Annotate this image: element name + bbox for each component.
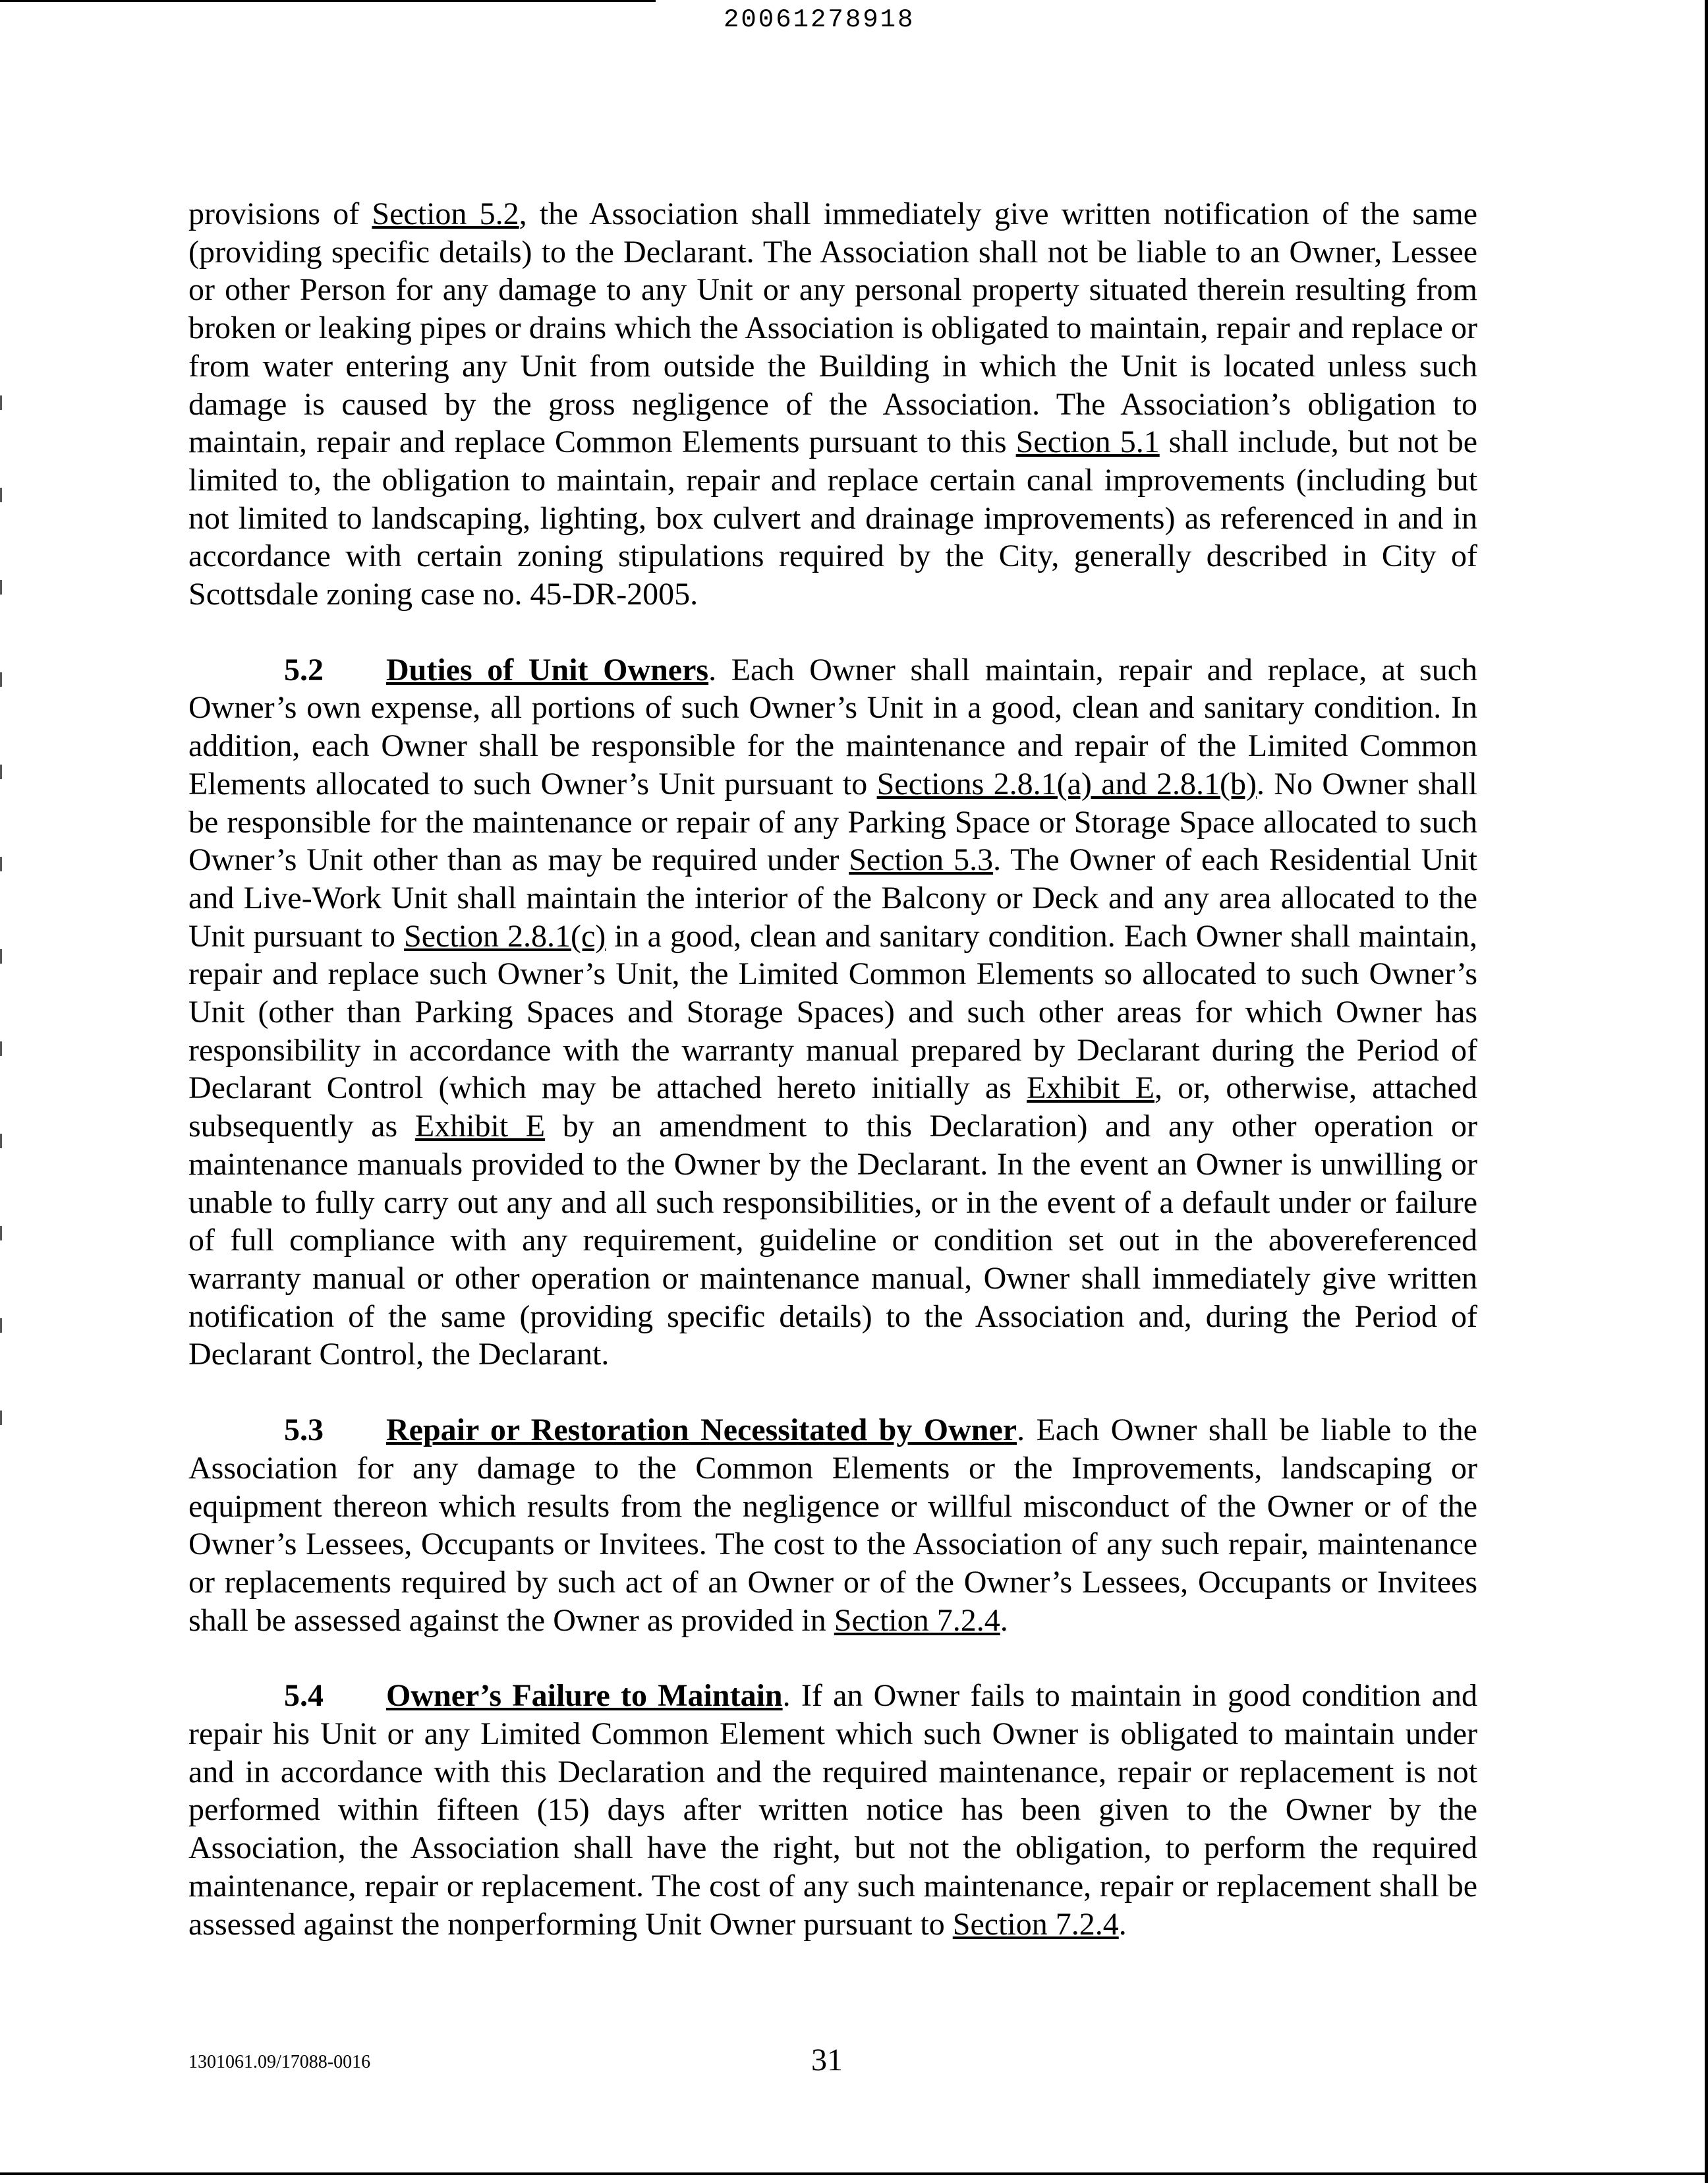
text-run: . Each Owner shall be liable to the Association for any damage to the Common Elements or the Improvements, landscaping or equipment thereon which results from the negligence or willful misconduct of the Owner or of the Owner’s Lessees, Occupants or Invitees. The cost to the Association of any such repair, maintenance or replacements required by such act of an Owner or of the Owner’s Lessees, Occupants or Invitees shall be assessed against the Owner as provided in — [188, 1412, 1477, 1638]
section-reference: Section 2.8.1(c) — [404, 918, 606, 954]
section-5-4 — [188, 1677, 1477, 1943]
margin-tick — [0, 395, 2, 410]
margin-tick — [0, 765, 2, 779]
text-run: . — [1000, 1602, 1008, 1638]
section-reference: Section 5.1 — [1015, 424, 1160, 460]
document-body — [188, 195, 1477, 1981]
text-run: , or, otherwise, attached subsequently as — [188, 1070, 1478, 1144]
text-run: . No Owner shall be responsible for the maintenance or repair of any Parking Space or Storage Space allocated to such Owner’s Unit other than as may be required under — [188, 766, 1478, 878]
footer-document-id: 1301061.09/17088-0016 — [188, 2052, 371, 2072]
section-number: 5.3 — [284, 1412, 324, 1448]
margin-tick — [0, 672, 2, 687]
top-rule — [0, 0, 656, 2]
section-reference: Sections 2.8.1(a) and 2.8.1(b) — [876, 766, 1257, 801]
margin-tick — [0, 1226, 2, 1240]
margin-tick — [0, 488, 2, 502]
text-run: in a good, clean and sanitary condition. Each Owner shall maintain, repair and replace such Owner’s Unit, the Limited Common Elements so allocated to such Owner’s Unit (other than Parking Spaces and Storage Spaces) and such other areas for which Owner has responsibility in accordance with the warranty manual prepared by Declarant during the Period of Declarant Control (which may be attached hereto initially as — [188, 918, 1478, 1106]
text-run: . The Owner of each Residential Unit and Live-Work Unit shall maintain the interior of the Balcony or Deck and any area allocated to the Unit pursuant to — [188, 842, 1478, 954]
text-run: . — [1118, 1906, 1127, 1942]
section-title: Duties of Unit Owners — [386, 652, 709, 687]
exhibit-reference: Exhibit E — [1027, 1070, 1154, 1106]
exhibit-reference: Exhibit E — [414, 1109, 546, 1144]
text-run: shall include, but not be limited to, the obligation to maintain, repair and replace certain canal improvements (including but not limited to landscaping, lighting, box culvert and drainage improvements) as referenced in and in accordance with certain zoning stipulations required by the City, generally described in City of Scottsdale zoning case no. 45-DR-2005. — [188, 424, 1477, 612]
recording-number: 20061278918 — [724, 5, 915, 34]
section-5-2 — [188, 651, 1477, 1374]
margin-tick — [0, 1411, 2, 1425]
section-reference: Section 7.2.4 — [952, 1906, 1119, 1942]
section-number: 5.4 — [284, 1678, 324, 1714]
section-title: Owner’s Failure to Maintain — [386, 1678, 783, 1714]
section-reference: Section 5.2 — [372, 196, 519, 231]
margin-tick — [0, 580, 2, 595]
section-reference: Section 7.2.4 — [834, 1602, 1000, 1638]
margin-tick — [0, 1041, 2, 1056]
section-5-3 — [188, 1411, 1477, 1639]
margin-tick — [0, 1134, 2, 1148]
paragraph-continued — [188, 195, 1477, 614]
text-run: . If an Owner fails to maintain in good condition and repair his Unit or any Limited Common Element which such Owner is obligated to maintain under and in accordance with this Declaration and the required maintenance, repair or replacement is not performed within fifteen (15) days after written notice has been given to the Owner by the Association, the Association shall have the right, but not the obligation, to perform the required maintenance, repair or replacement. The cost of any such maintenance, repair or replacement shall be assessed against the nonperforming Unit Owner pursuant to — [188, 1678, 1477, 1942]
text-run: by an amendment to this Declaration) and any other operation or maintenance manuals provided to the Owner by the Declarant. In the event an Owner is unwilling or unable to fully carry out any and all such responsibilities, or in the event of a default under or failure of full compliance with any requirement, guideline or condition set out in the abovereferenced warranty manual or other operation or maintenance manual, Owner shall immediately give written notification of the same (providing specific details) to the Association and, during the Period of Declarant Control, the Declarant. — [188, 1109, 1478, 1372]
text-run: provisions of — [188, 196, 372, 231]
margin-ticks — [0, 0, 4, 2183]
page-number: 31 — [811, 2043, 843, 2078]
section-number: 5.2 — [284, 652, 324, 687]
section-reference: Section 5.3 — [849, 842, 994, 878]
section-title: Repair or Restoration Necessitated by Owner — [386, 1412, 1017, 1448]
text-run: . Each Owner shall maintain, repair and replace, at such Owner’s own expense, all portions of such Owner’s Unit in a good, clean and sanitary condition. In addition, each Owner shall be responsible for the maintenance and repair of the Limited Common Elements allocated to such Owner’s Unit pursuant to — [188, 652, 1478, 801]
margin-tick — [0, 857, 2, 871]
margin-tick — [0, 949, 2, 964]
right-edge-rule — [1705, 0, 1708, 2183]
text-run: , the Association shall immediately give written notification of the same (providing specific details) to the Declarant. The Association shall not be liable to an Owner, Lessee or other Person for any damage to any Unit or any personal property situated therein resulting from broken or leaking pipes or drains which the Association is obligated to maintain, repair and replace or from water entering any Unit from outside the Building in which the Unit is located unless such damage is caused by the gross negligence of the Association. The Association’s obligation to maintain, repair and replace Common Elements pursuant to this — [188, 196, 1478, 460]
bottom-rule — [0, 2172, 1708, 2175]
margin-tick — [0, 1318, 2, 1333]
